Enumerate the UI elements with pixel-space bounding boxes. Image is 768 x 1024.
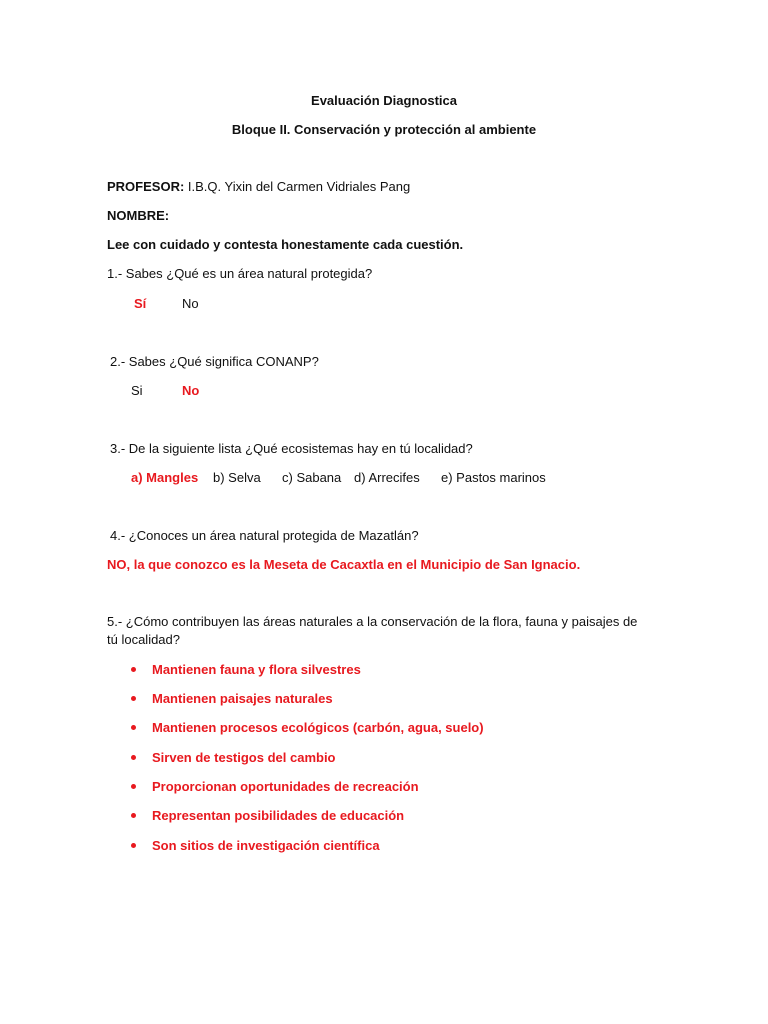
profesor-name: I.B.Q. Yixin del Carmen Vidriales Pang <box>184 179 411 194</box>
list-item-label: Sirven de testigos del cambio <box>152 750 336 765</box>
list-item-label: Mantienen procesos ecológicos (carbón, agua, suelo) <box>152 720 484 735</box>
document-title: Evaluación Diagnostica <box>311 93 457 108</box>
bullet-icon <box>131 755 136 760</box>
list-item-label: Mantienen paisajes naturales <box>152 691 333 706</box>
list-item <box>131 720 484 735</box>
list-item-label: Proporcionan oportunidades de recreación <box>152 779 419 794</box>
question-2: 2.- Sabes ¿Qué significa CONANP? <box>110 354 319 369</box>
question-5: 5.- ¿Cómo contribuyen las áreas naturales a la conservación de la flora, fauna y paisajes de tú localidad? <box>107 614 638 647</box>
list-item <box>131 838 380 853</box>
bullet-icon <box>131 696 136 701</box>
q1-option-si: Sí <box>134 296 147 311</box>
list-item <box>131 750 336 765</box>
bullet-icon <box>131 813 136 818</box>
list-item <box>131 808 405 823</box>
q2-option-no: No <box>182 383 200 398</box>
bullet-icon <box>131 843 136 848</box>
q3-option-c: c) Sabana <box>282 470 342 485</box>
q3-option-e: e) Pastos marinos <box>441 470 546 485</box>
list-item-label: Representan posibilidades de educación <box>152 808 405 823</box>
q3-option-b: b) Selva <box>213 470 261 485</box>
bullet-icon <box>131 725 136 730</box>
bullet-icon <box>131 784 136 789</box>
list-item-label: Son sitios de investigación científica <box>152 838 380 853</box>
question-3: 3.- De la siguiente lista ¿Qué ecosistemas hay en tú localidad? <box>110 441 473 456</box>
q4-answer: NO, la que conozco es la Meseta de Cacaxtla en el Municipio de San Ignacio. <box>107 557 581 572</box>
bullet-icon <box>131 667 136 672</box>
document-subtitle: Bloque II. Conservación y protección al ambiente <box>231 122 537 137</box>
instructions: Lee con cuidado y contesta honestamente cada cuestión. <box>107 237 464 252</box>
list-item <box>131 662 361 677</box>
q3-option-d: d) Arrecifes <box>354 470 420 485</box>
q2-option-si: Si <box>131 383 143 398</box>
profesor-label: PROFESOR: <box>107 179 185 194</box>
question-4: 4.- ¿Conoces un área natural protegida de Mazatlán? <box>110 528 419 543</box>
list-item-label: Mantienen fauna y flora silvestres <box>152 662 361 677</box>
list-item <box>131 691 333 706</box>
list-item <box>131 779 419 794</box>
nombre-label: NOMBRE: <box>107 208 170 223</box>
question-1: 1.- Sabes ¿Qué es un área natural protegida? <box>107 266 373 281</box>
q3-option-a: a) Mangles <box>131 470 199 485</box>
q1-option-no: No <box>182 296 199 311</box>
profesor-line <box>107 179 410 194</box>
